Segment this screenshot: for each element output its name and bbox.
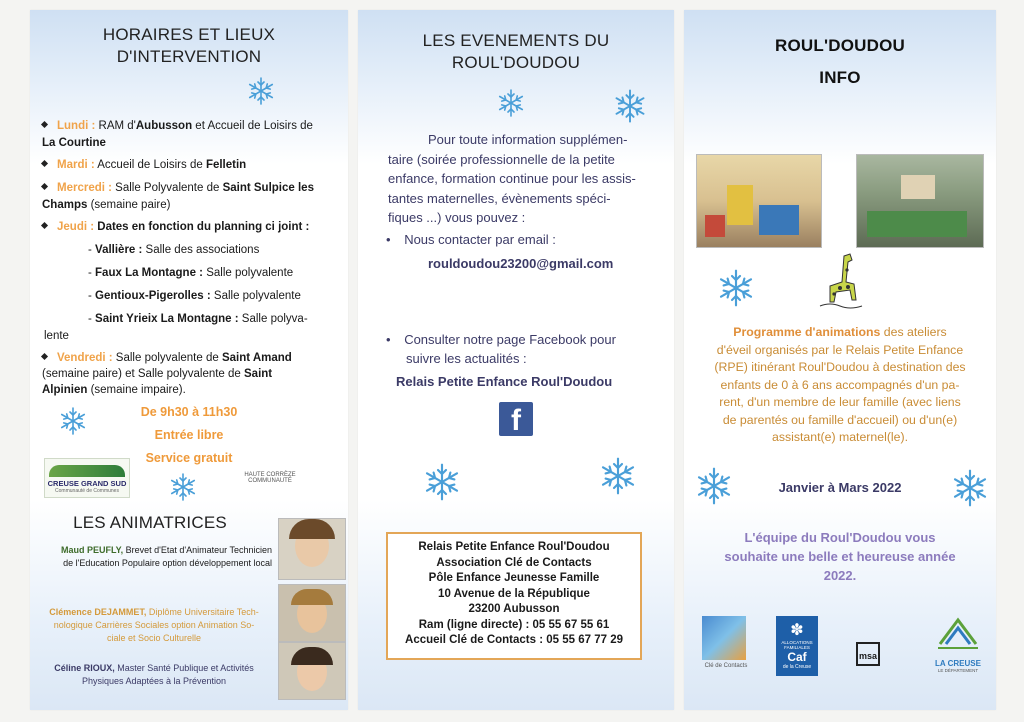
- cle-de-contacts-logo: Clé de Contacts: [702, 616, 750, 674]
- schedule-tuesday: Mardi : Accueil de Loisirs de Felletin: [42, 157, 342, 174]
- opening-info: De 9h30 à 11h30 Entrée libre Service gratuit: [140, 405, 238, 465]
- snowflake-icon: [694, 466, 734, 506]
- panel-info: [684, 10, 996, 710]
- animatrice-1-photo: [278, 518, 346, 580]
- caf-logo: ✽ ALLOCATIONS FAMILIALES Caf de la Creuse: [776, 616, 818, 676]
- thursday-place: - Vallière : Salle des associations: [88, 244, 260, 256]
- snowflake-icon: [950, 468, 990, 508]
- phone-accueil: Accueil Clé de Contacts : 05 55 67 77 29: [405, 634, 623, 646]
- snowflake-icon: [496, 88, 526, 118]
- animatrice-3-photo: [278, 642, 346, 700]
- snowflake-icon: [716, 268, 756, 308]
- animatrice-2-photo: [278, 584, 346, 642]
- bullet-icon: [41, 183, 48, 190]
- contact-email-link[interactable]: rouldoudou23200@gmail.com: [428, 256, 614, 271]
- msa-logo: msa: [856, 642, 912, 672]
- period: Janvier à Mars 2022: [778, 480, 902, 495]
- room-photo-left: [696, 154, 822, 248]
- room-photo-right: [856, 154, 984, 248]
- snowflake-icon: [598, 456, 638, 496]
- animatrice-1: Maud PEUFLY, Brevet d'Etat d'Animateur Technicien de l'Education Populaire option développement local: [60, 545, 272, 568]
- thursday-place: - Saint Yrieix La Montagne : Salle polyva-: [88, 313, 308, 325]
- events-intro: Pour toute information supplémen- taire (soirée professionnelle de la petite enfance, formation continue pour les assis- tantes maternelles, évènements spéci- fiques ...) vous pouvez :: [388, 132, 636, 225]
- bullet-icon: [41, 121, 48, 128]
- caf-emblem-icon: ✽: [790, 622, 804, 639]
- bullet-icon: •: [386, 232, 391, 247]
- la-creuse-logo: LA CREUSE LE DÉPARTEMENT: [932, 614, 984, 676]
- facebook-icon[interactable]: f: [499, 402, 533, 436]
- thursday-place: - Faux La Montagne : Salle polyvalente: [88, 267, 294, 279]
- bullet-icon: •: [386, 332, 391, 347]
- schedule-friday: Vendredi : Salle polyvalente de Saint Amand (semaine paire) et Salle polyvalente de Saint Alpinien (semaine impaire).: [42, 352, 292, 396]
- panel-events: [358, 10, 674, 710]
- schedule-title: HORAIRES ET LIEUX D'INTERVENTION: [102, 25, 276, 66]
- animatrice-3: Céline RIOUX, Master Santé Publique et Activités Physiques Adaptées à la Prévention: [54, 663, 254, 686]
- thursday-place: - Gentioux-Pigerolles : Salle polyvalente: [88, 290, 301, 302]
- facebook-page-name[interactable]: Relais Petite Enfance Roul'Doudou: [396, 374, 613, 389]
- creuse-grand-sud-logo: CREUSE GRAND SUD Communauté de Communes: [44, 458, 130, 498]
- new-year-wishes: L'équipe du Roul'Doudou vous souhaite une belle et heureuse année 2022.: [724, 530, 956, 583]
- giraffe-mascot-icon: [810, 250, 872, 312]
- snowflake-icon: [612, 88, 648, 124]
- schedule-thursday: Jeudi : Dates en fonction du planning ci joint :: [42, 219, 342, 236]
- bullet-icon: [41, 222, 48, 229]
- program-description: Programme d'animations des ateliers d'éveil organisés par le Relais Petite Enfance (RPE) itinérant Roul'Doudou à destination des enfants de 0 à 6 ans accompagnés d'un pa- rent, d'un membre de leur famille (avec liens de parentés ou famille d'accueil) ou d'un(e) assistant(e) maternel(le).: [714, 325, 966, 444]
- events-title: LES EVENEMENTS DU ROUL'DOUDOU: [422, 31, 610, 72]
- bullet-icon: [41, 353, 48, 360]
- animatrices-title: LES ANIMATRICES: [73, 513, 227, 532]
- haute-correze-logo: HAUTE CORRÈZE COMMUNAUTÉ: [244, 472, 296, 484]
- schedule-monday: Lundi : RAM d'Aubusson et Accueil de Loisirs de La Courtine: [42, 120, 313, 149]
- schedule-wednesday: Mercredi : Salle Polyvalente de Saint Sulpice les Champs (semaine paire): [42, 182, 314, 211]
- phone-ram: Ram (ligne directe) : 05 55 67 55 61: [418, 618, 610, 631]
- bullet-icon: [41, 160, 48, 167]
- facebook-item: • Consulter notre page Facebook pour suivre les actualités :: [386, 332, 616, 366]
- info-title: ROUL'DOUDOU INFO: [775, 36, 905, 87]
- snowflake-icon: [168, 472, 198, 502]
- panel-schedule: HORAIRES ET LIEUX D'INTERVENTION Lundi : RAM d'Aubusson et Accueil de Loisirs de La Courtine Mardi : Accueil de Loisirs de Felletin Mercredi : Salle Polyvalente de Saint Sulpice les Champs (semaine paire) Jeudi : Dates en fonction du planning ci joint : - Vallière : Salle des associations - Faux La Montagne : Salle polyvalente - Gentioux-Pigerolles : Salle polyvalente - Saint Yrieix La Montagne : Salle polyva- lente Vendredi : Salle polyvalente de Saint Amand (semaine paire) et Salle polyvalente de Saint Alpinien (semaine impaire). De 9h30 à 11h30 Entrée libre Service gratuit CREUSE GRAND SUD Communauté de Communes HAUTE CORRÈZE COMMUNAUTÉ LES ANIMATRICES Maud PEUFLY, Brevet d'Etat d'Animateur Technicien de l'Education Populaire option développement local Clémence DEJAMMET, Diplôme Universitaire Tech- nologique Carrières Sociales option Animation So- ciale et Socio Culturelle Céline RIOUX, Master Santé Publique et Activités Physiques Adaptées à la Prévention: [30, 10, 348, 710]
- address-box: Relais Petite Enfance Roul'Doudou Association Clé de Contacts Pôle Enfance Jeunesse Famille 10 Avenue de la République 23200 Aubusson Ram (ligne directe) : 05 55 67 55 61 Accueil Clé de Contacts : 05 55 67 77 29: [386, 532, 642, 660]
- contact-email-item: • Nous contacter par email :: [386, 232, 556, 247]
- snowflake-icon: [422, 462, 462, 502]
- animatrice-2: Clémence DEJAMMET, Diplôme Universitaire Tech- nologique Carrières Sociales option Animation So- ciale et Socio Culturelle: [49, 607, 259, 643]
- snowflake-icon: [246, 76, 276, 106]
